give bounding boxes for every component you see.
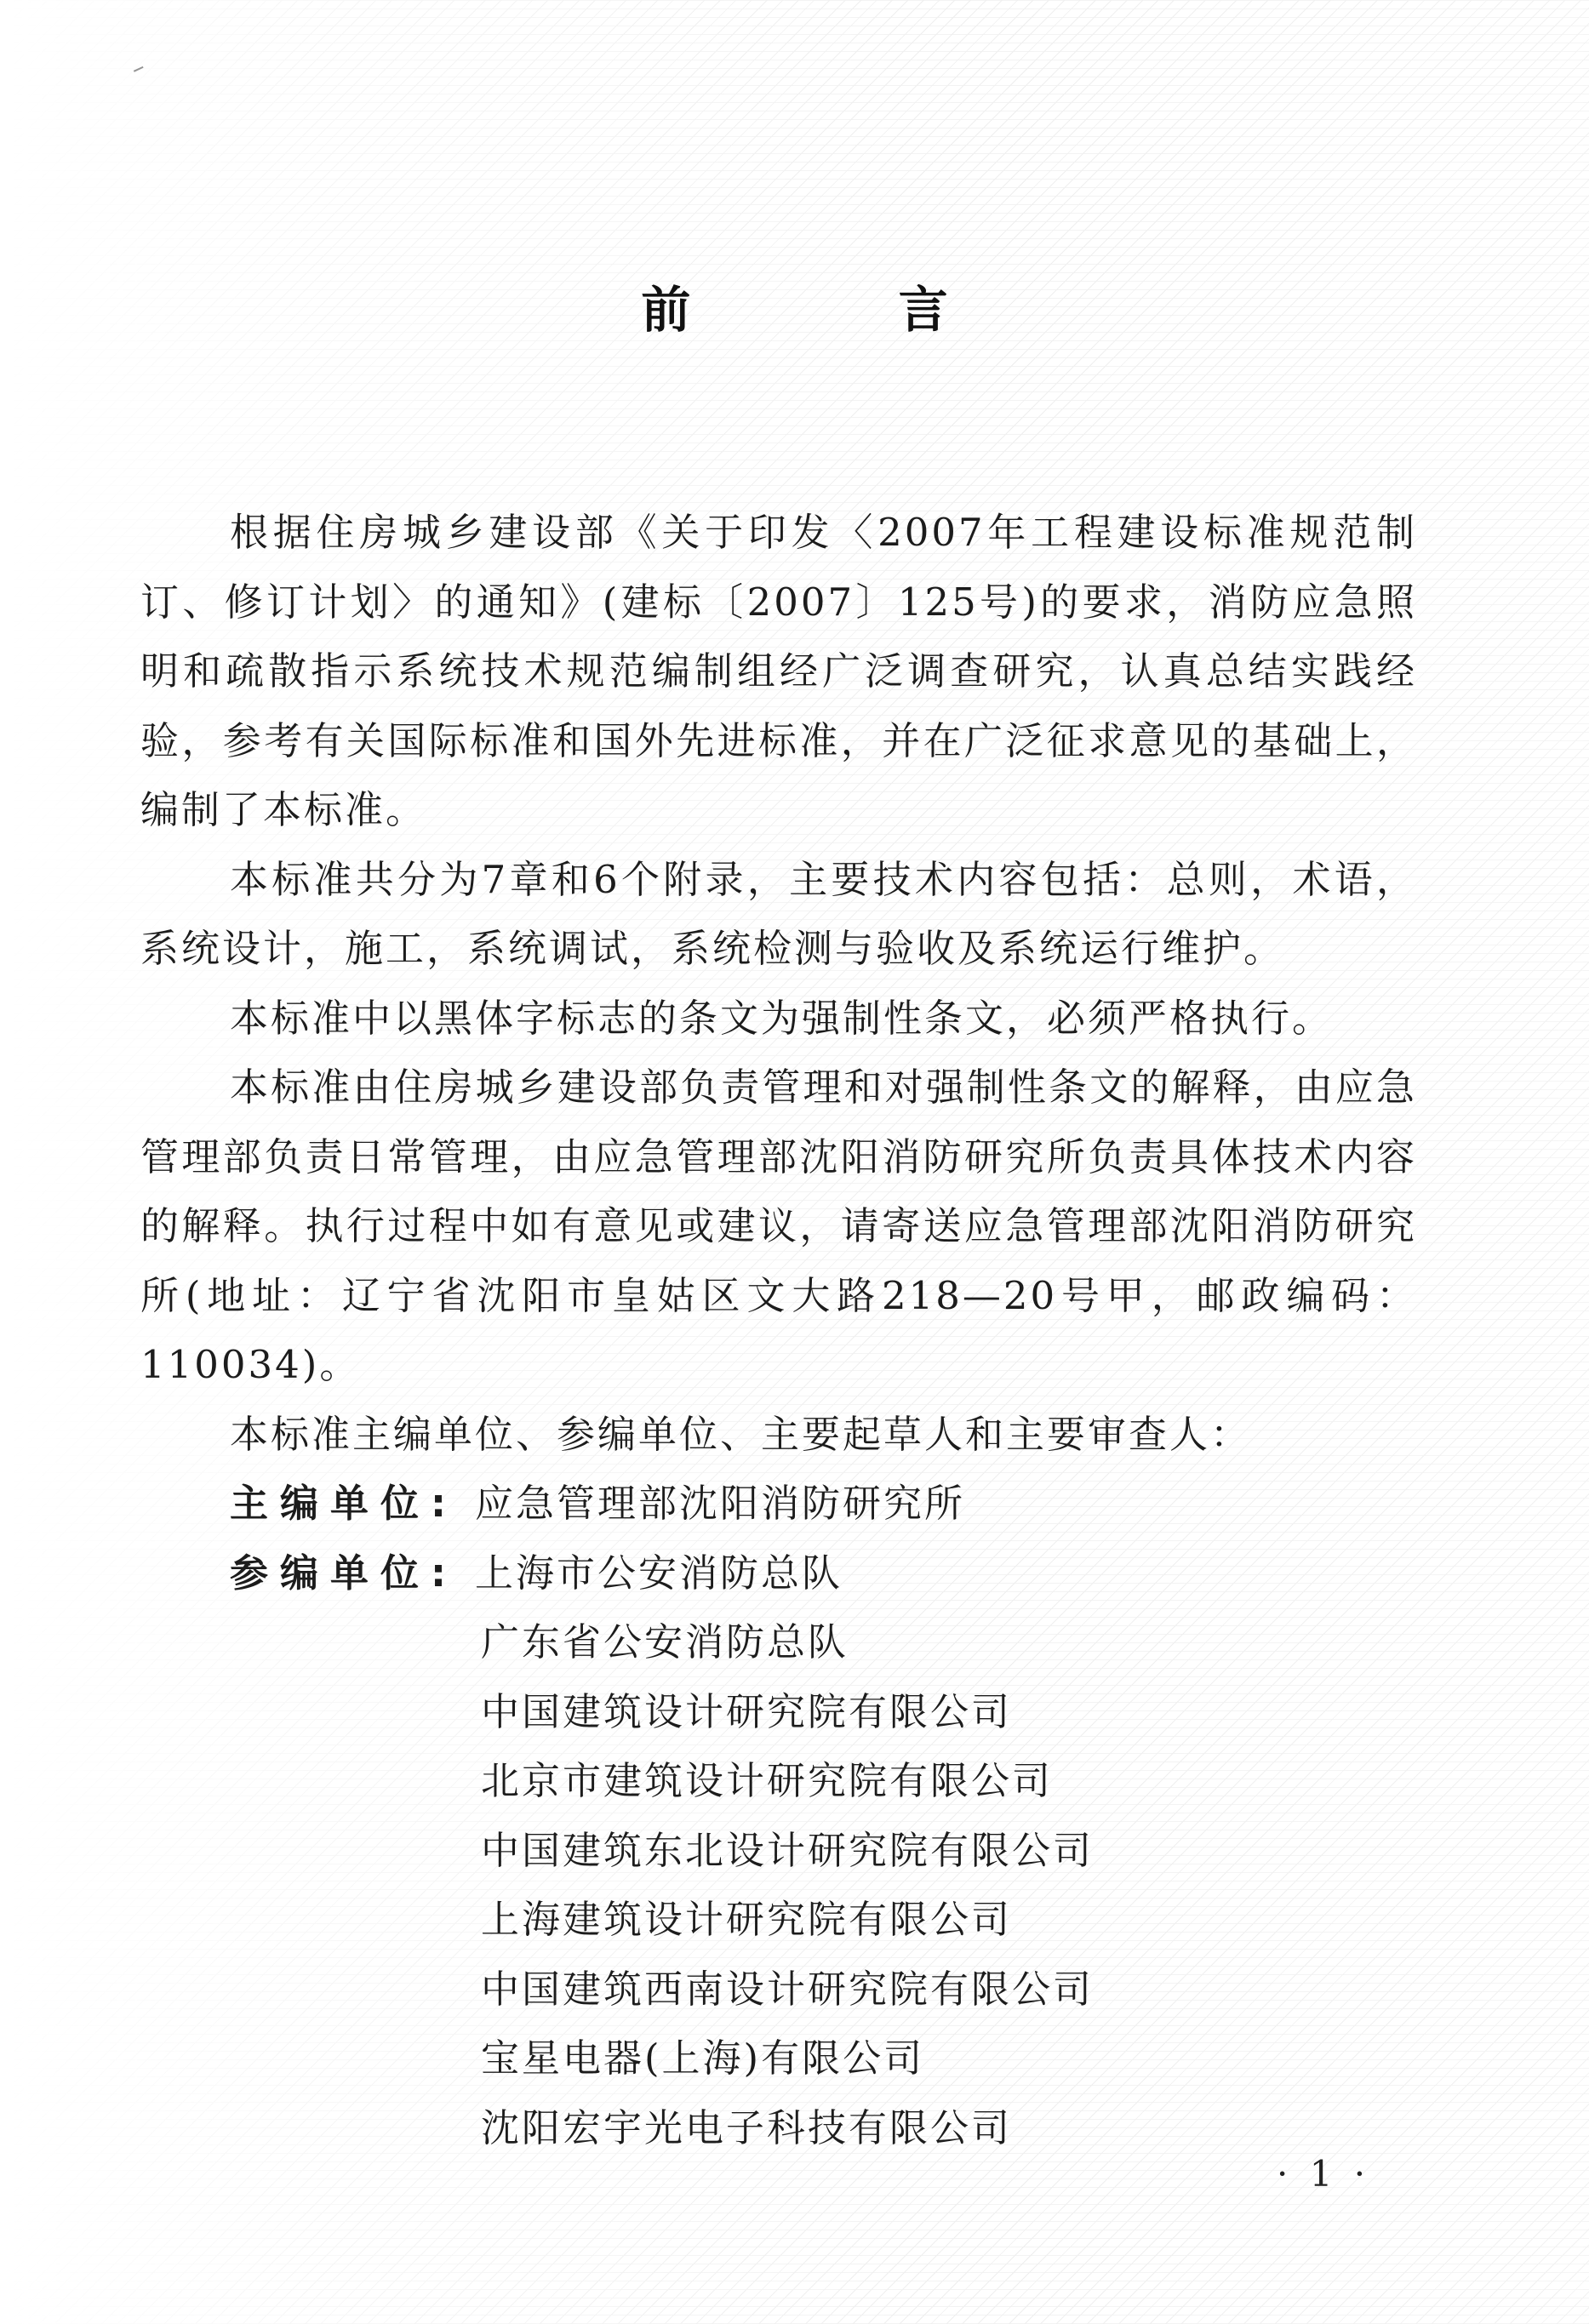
paragraph-basis: 根据住房城乡建设部《关于印发〈2007年工程建设标准规范制订、修订计划〉的通知》(建标〔2007〕125号)的要求，消防应急照明和疏散指示系统技术规范编制组经广泛调查研究，认真总结实践经验，参考有关国际标准和国外先进标准，并在广泛征求意见的基础上，编制了本标准。 (140, 510, 1417, 832)
participating-unit-item: 中国建筑西南设计研究院有限公司 (481, 1966, 1095, 2012)
participating-unit-item: 北京市建筑设计研究院有限公司 (481, 1758, 1054, 1803)
participating-unit-item: 沈阳宏宇光电子科技有限公司 (481, 2104, 1013, 2150)
paragraph-contents: 本标准共分为7章和6个附录，主要技术内容包括：总则，术语，系统设计，施工，系统调试，系统检测与验收及系统运行维护。 (140, 856, 1417, 971)
document-body (140, 498, 1417, 2162)
participating-unit-item: 上海建筑设计研究院有限公司 (481, 1897, 1013, 1942)
chief-unit-label: 主编单位: (230, 1481, 458, 1526)
participating-unit-item: 中国建筑设计研究院有限公司 (481, 1688, 1013, 1734)
page-title: 前 言 (641, 281, 1043, 339)
participating-unit-item: 中国建筑东北设计研究院有限公司 (481, 1827, 1095, 1873)
participating-unit-label: 参编单位: (230, 1550, 458, 1596)
paragraph-units-intro: 本标准主编单位、参编单位、主要起草人和主要审查人： (230, 1411, 1252, 1457)
participating-unit-first: 上海市公安消防总队 (475, 1550, 843, 1596)
chief-unit-line (140, 1469, 1417, 1539)
paragraph-management: 本标准由住房城乡建设部负责管理和对强制性条文的解释，由应急管理部负责日常管理，由应急管理部沈阳消防研究所负责具体技术内容的解释。执行过程中如有意见或建议，请寄送应急管理部沈阳消防研究所(地址：辽宁省沈阳市皇姑区文大路218—20号甲，邮政编码：110034)。 (140, 1065, 1417, 1387)
participating-unit-item: 广东省公安消防总队 (481, 1619, 849, 1664)
paragraph-mandatory: 本标准中以黑体字标志的条文为强制性条文，必须严格执行。 (230, 995, 1334, 1041)
participating-unit-line (140, 1539, 1417, 1608)
page-number: · 1 · (1277, 2153, 1371, 2195)
chief-unit-value: 应急管理部沈阳消防研究所 (475, 1481, 966, 1526)
participating-unit-list (140, 1607, 1417, 2162)
participating-unit-item: 宝星电器(上海)有限公司 (481, 2036, 925, 2081)
scan-speck-mark (134, 66, 146, 77)
